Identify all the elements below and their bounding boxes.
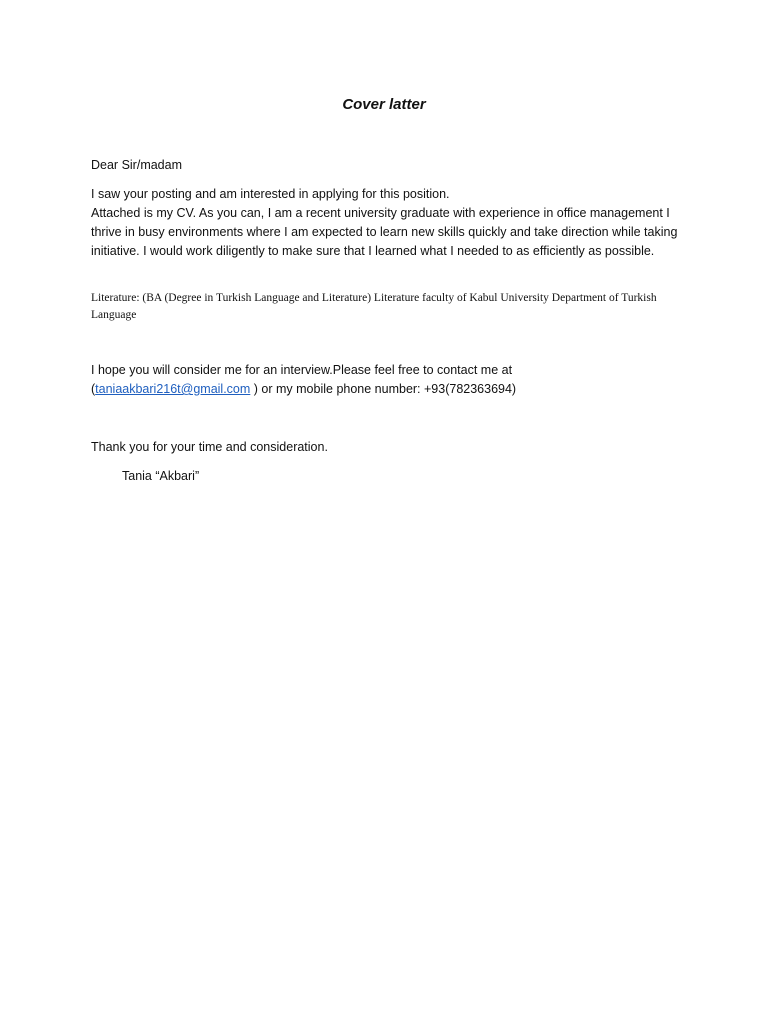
phone-text: ) or my mobile phone number: +93(782363694) <box>250 382 517 396</box>
intro-line-1: I saw your posting and am interested in applying for this position. <box>91 187 450 201</box>
contact-line-1: I hope you will consider me for an interview.Please feel free to contact me at <box>91 363 513 377</box>
education-line: Literature: (BA (Degree in Turkish Language and Literature) Literature faculty of Kabul University Department of Turkish Language <box>91 292 657 321</box>
contact-paragraph <box>91 361 691 399</box>
greeting: Dear Sir/madam <box>91 158 182 172</box>
email-link[interactable]: taniaakbari216t@gmail.com <box>95 382 251 396</box>
page-title: Cover latter <box>342 96 426 113</box>
contact-line-2 <box>91 380 691 399</box>
open-paren: ( <box>91 382 96 396</box>
intro-line-2: Attached is my CV. As you can, I am a recent university graduate with experience in office management I thrive in busy environments where I am expected to learn new skills quickly and take direction while taking initiative. I would work diligently to make sure that I learned what I needed to as efficiently as possible. <box>91 206 678 258</box>
signature: Tania “Akbari” <box>122 469 200 483</box>
closing-line: Thank you for your time and consideration. <box>91 440 328 454</box>
intro-paragraph <box>91 185 691 261</box>
